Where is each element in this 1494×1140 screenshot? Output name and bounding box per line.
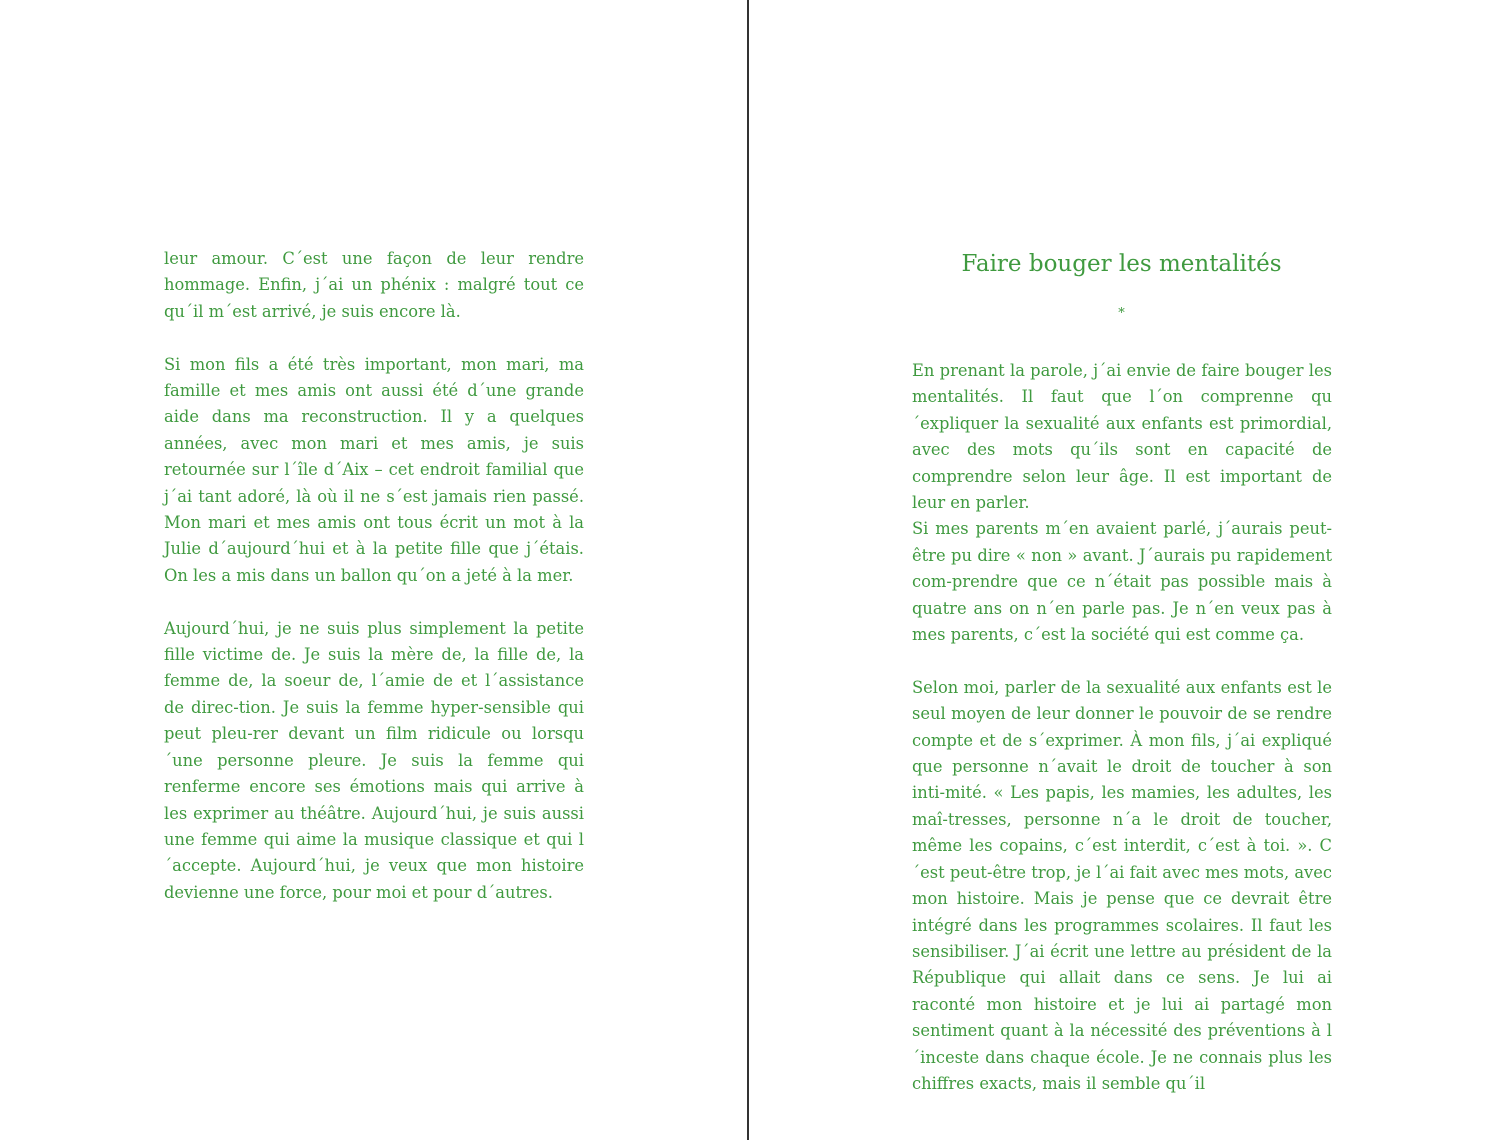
paragraph: Si mon fils a été très important, mon mari, ma famille et mes amis ont aussi été d´une grande aide dans ma reconstruction. Il y a quelques années, avec mon mari et mes amis, je suis retournée sur l´île d´Aix – cet endroit familial que j´ai tant adoré, là où il ne s´est jamais rien passé. Mon mari et mes amis ont tous écrit un mot à la Julie d´aujourd´hui et à la petite fille que j´étais. On les a mis dans un ballon qu´on a jeté à la mer. bbox=[164, 354, 584, 585]
right-page bbox=[749, 0, 1494, 1140]
paragraph: En prenant la parole, j´ai envie de faire bouger les mentalités. Il faut que l´on comprenne qu´expliquer la sexualité aux enfants est primordial, avec des mots qu´ils sont en capacité de comprendre selon leur âge. Il est important de leur en parler. bbox=[912, 361, 1332, 513]
asterisk-ornament: * bbox=[1118, 306, 1125, 321]
right-page-body bbox=[912, 358, 1332, 1097]
paragraph: Si mes parents m´en avaient parlé, j´aurais peut-être pu dire « non » avant. J´aurais pu rapidement com-prendre que ce n´était pas possible mais à quatre ans on n´en parle pas. Je n´en veux pas à mes parents, c´est la société qui est comme ça. bbox=[912, 519, 1332, 645]
paragraph: Aujourd´hui, je ne suis plus simplement la petite fille victime de. Je suis la mère de, la fille de, la femme de, la soeur de, l´amie de et l´assistance de direc-tion. Je suis la femme hyper-sensible qui peut pleu-rer devant un film ridicule ou lorsqu´une personne pleure. Je suis la femme qui renferme encore ses émotions mais qui arrive à les exprimer au théâtre. Aujourd´hui, je suis aussi une femme qui aime la musique classique et qui l´accepte. Aujourd´hui, je veux que mon histoire devienne une force, pour moi et pour d´autres. bbox=[164, 618, 584, 902]
paragraph: Selon moi, parler de la sexualité aux enfants est le seul moyen de leur donner le pouvoir de se rendre compte et de s´exprimer. À mon fils, j´ai expliqué que personne n´avait le droit de toucher à son inti-mité. « Les papis, les mamies, les adultes, les maî-tresses, personne n´a le droit de toucher, même les copains, c´est interdit, c´est à toi. ». C´est peut-être trop, je l´ai fait avec mes mots, avec mon histoire. Mais je pense que ce devrait être intégré dans les programmes scolaires. Il faut les sensibiliser. J´ai écrit une lettre au président de la République qui allait dans ce sens. Je lui ai raconté mon histoire et je lui ai partagé mon sentiment quant à la nécessité des préventions à l´inceste dans chaque école. Je ne connais plus les chiffres exacts, mais il semble qu´il bbox=[912, 677, 1332, 1093]
left-page-body bbox=[164, 246, 584, 906]
paragraph: leur amour. C´est une façon de leur rendre hommage. Enfin, j´ai un phénix : malgré tout ce qu´il m´est arrivé, je suis encore là. bbox=[164, 249, 584, 321]
chapter-title: Faire bouger les mentalités bbox=[961, 251, 1282, 277]
